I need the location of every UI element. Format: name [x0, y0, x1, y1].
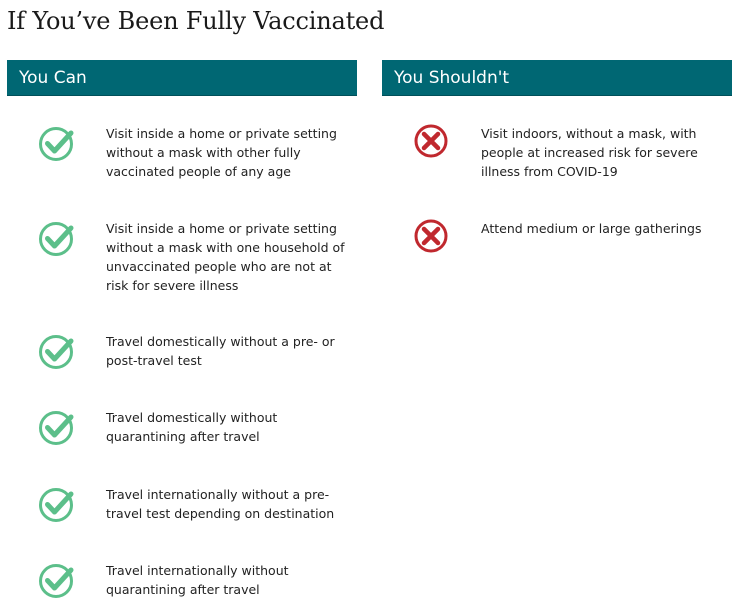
list-item-text: Attend medium or large gatherings: [481, 221, 702, 236]
x-circle-icon: [412, 124, 452, 164]
check-circle-icon: [37, 408, 77, 448]
check-circle-icon: [37, 485, 77, 525]
check-circle-icon: [37, 219, 77, 259]
you-can-header: You Can: [7, 60, 357, 96]
page-title: If You’ve Been Fully Vaccinated: [7, 7, 385, 35]
check-circle-icon: [37, 561, 77, 601]
list-item-text: Visit inside a home or private setting without a mask with other fully vaccinated people of any age: [106, 126, 337, 179]
list-item-text: Visit indoors, without a mask, with people at increased risk for severe illness from COVID-19: [481, 126, 698, 179]
list-item-text: Travel internationally without quarantining after travel: [106, 563, 289, 597]
check-circle-icon: [37, 124, 77, 164]
list-item-text: Travel domestically without quarantining after travel: [106, 410, 278, 444]
list-item-text: Travel domestically without a pre- or post-travel test: [106, 334, 335, 368]
list-item-text: Travel internationally without a pre-travel test depending on destination: [106, 487, 335, 521]
x-circle-icon: [412, 219, 452, 259]
you-shouldnt-header: You Shouldn't: [382, 60, 732, 96]
check-circle-icon: [37, 332, 77, 372]
list-item-text: Visit inside a home or private setting without a mask with one household of unvaccinated people who are not at risk for severe illness: [106, 221, 345, 293]
